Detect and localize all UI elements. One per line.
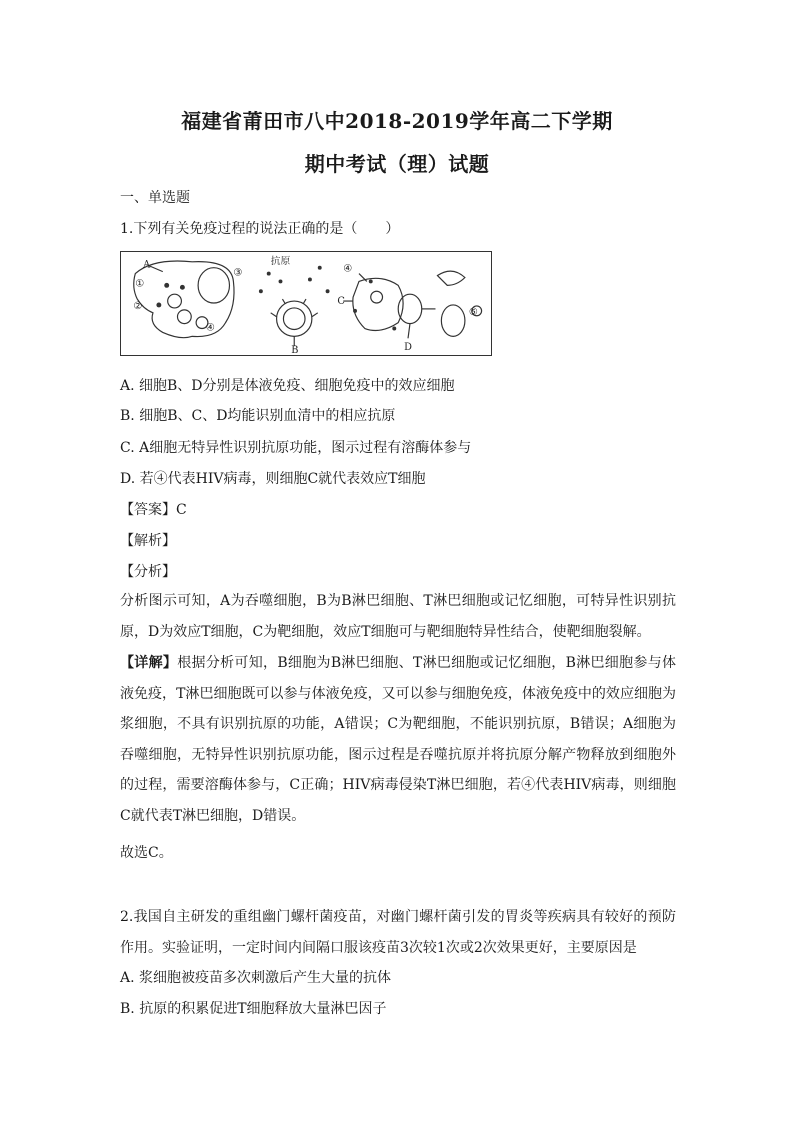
q1-option-b: B. 细胞B、C、D均能识别血清中的相应抗原 [120,408,396,424]
effector-cell-copy [441,305,465,336]
label-1: ① [135,278,145,290]
cell-b [277,301,312,336]
q2-option-a: A. 浆细胞被疫苗多次刺激后产生大量的抗体 [120,970,392,986]
q1-analysis-label: 【解析】 [120,533,176,549]
label-a: A [143,259,151,271]
effector-cell-d [398,294,422,323]
phagocyte-nucleus [198,268,229,303]
q1-option-c: C. A细胞无特异性识别抗原功能，图示过程有溶酶体参与 [120,440,472,456]
label-c: C [337,295,345,307]
cell-b-nucleus [283,308,305,330]
vesicle [168,294,182,308]
q1-detail-paragraph [120,648,676,831]
q1-conclusion: 故选C。 [120,845,173,861]
title-line-1: 福建省莆田市八中2018-2019学年高二下学期 [181,109,613,133]
q1-analysis-sub: 【分析】 [120,564,176,580]
q2-option-b: B. 抗原的积累促进T细胞释放大量淋巴因子 [120,1001,387,1017]
immune-process-figure [120,251,492,356]
q1-option-d: D. 若④代表HIV病毒，则细胞C就代表效应T细胞 [120,471,426,487]
q1-answer: 【答案】C [120,502,187,518]
label-antigen: 抗原 [270,255,291,267]
label-2: ② [133,300,143,312]
q1-analysis-text: 分析图示可知，A为吞噬细胞，B为B淋巴细胞、T淋巴细胞或记忆细胞，可特异性识别抗原，D为效应T细胞，C为靶细胞，效应T细胞可与靶细胞特异性结合，使靶细胞裂解。 [120,593,676,640]
question-2-stem: 2.我国自主研发的重组幽门螺杆菌疫苗，对幽门螺杆菌引发的胃炎等疾病具有较好的预防作用。实验证明，一定时间内间隔口服该疫苗3次较1次或2次效果更好，主要原因是 [120,909,676,956]
title-line-2: 期中考试（理）试题 [304,152,490,176]
immune-diagram [121,252,491,355]
label-d: D [404,342,412,354]
lysed-cell [437,271,464,285]
q1-option-a: A. 细胞B、D分别是体液免疫、细胞免疫中的效应细胞 [120,378,455,394]
label-4-left: ④ [205,322,215,334]
q1-detail-text: 根据分析可知，B细胞为B淋巴细胞、T淋巴细胞或记忆细胞，B淋巴细胞参与体液免疫，T淋巴细胞既可以参与体液免疫，又可以参与细胞免疫，体液免疫中的效应细胞为浆细胞，不具有识别抗原的功能，A错误；C为靶细胞，不能识别抗原，B错误；A细胞为吞噬细胞，无特异性识别抗原功能，图示过程是吞噬抗原并将抗原分解产物释放到细胞外的过程，需要溶酶体参与，C正确；HIV病毒侵染T淋巴细胞，若④代表HIV病毒，则细胞C就代表T淋巴细胞，D错误。 [120,655,677,824]
q1-detail-label: 【详解】 [120,655,178,671]
phagocyte-cell [134,261,234,338]
vesicle [177,310,191,324]
label-b: B [291,345,299,355]
target-cell-c [353,278,403,330]
section-heading: 一、单选题 [120,190,190,206]
label-4-right: ④ [343,263,353,275]
label-3: ③ [233,267,243,279]
label-5: ⑤ [468,306,478,318]
question-1-stem: 1.下列有关免疫过程的说法正确的是（ ） [120,221,400,237]
